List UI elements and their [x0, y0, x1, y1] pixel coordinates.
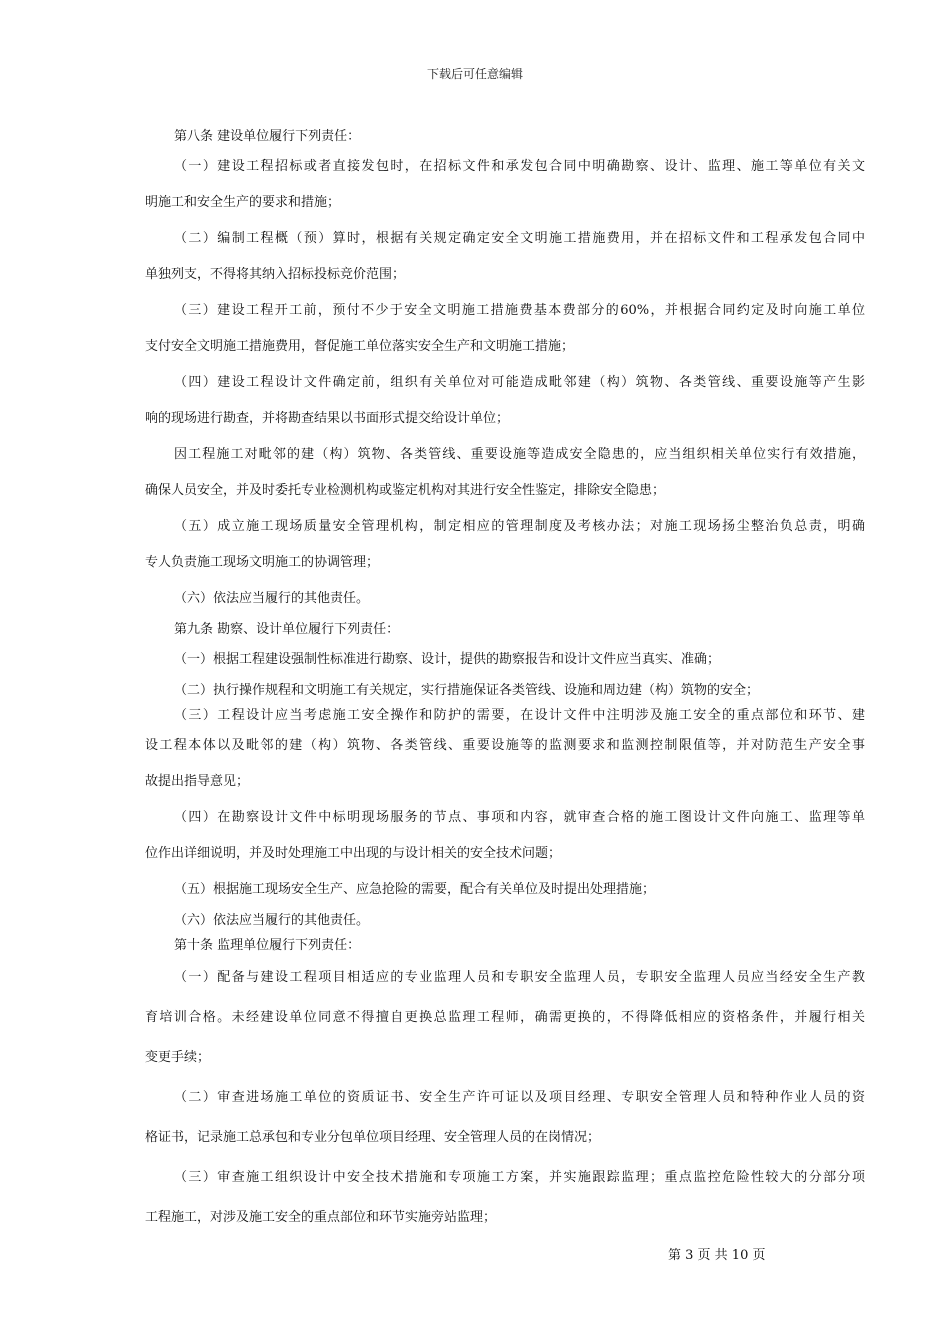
paragraph-line: 设工程本体以及毗邻的建（构）筑物、各类管线、重要设施等的监测要求和监测控制限值等，并对防范生产安全事: [145, 738, 865, 753]
paragraph-line: 位作出详细说明，并及时处理施工中出现的与设计相关的安全技术问题；: [145, 846, 562, 861]
paragraph-line: （四）建设工程设计文件确定前，组织有关单位对可能造成毗邻建（构）筑物、各类管线、重要设施等产生影: [174, 375, 865, 390]
paragraph-line: 单独列支，不得将其纳入招标投标竞价范围；: [145, 267, 406, 282]
paragraph-line: （四）在勘察设计文件中标明现场服务的节点、事项和内容，就审查合格的施工图设计文件向施工、监理等单: [174, 810, 865, 825]
paragraph-line: （六）依法应当履行的其他责任。: [174, 591, 370, 606]
paragraph-line: （三）审查施工组织设计中安全技术措施和专项施工方案，并实施跟踪监理；重点监控危险性较大的分部分项: [174, 1170, 865, 1185]
paragraph-line: （二）编制工程概（预）算时，根据有关规定确定安全文明施工措施费用，并在招标文件和工程承发包合同中: [174, 231, 865, 246]
article-9-heading: 第九条 勘察、设计单位履行下列责任：: [174, 622, 400, 637]
paragraph-line: 故提出指导意见；: [145, 774, 250, 789]
paragraph-line: 变更手续；: [145, 1050, 211, 1065]
paragraph-line: （一）建设工程招标或者直接发包时，在招标文件和承发包合同中明确勘察、设计、监理、施工等单位有关文: [174, 159, 865, 174]
paragraph-line: 支付安全文明施工措施费用，督促施工单位落实安全生产和文明施工措施；: [145, 339, 575, 354]
document-body: [145, 124, 865, 1238]
paragraph-line: （二）审查进场施工单位的资质证书、安全生产许可证以及项目经理、专职安全管理人员和特种作业人员的资: [174, 1090, 865, 1105]
paragraph-line: 专人负责施工现场文明施工的协调管理；: [145, 555, 380, 570]
page-number: 第 3 页 共 10 页: [668, 1248, 766, 1263]
paragraph-line: 育培训合格。未经建设单位同意不得擅自更换总监理工程师，确需更换的，不得降低相应的资格条件，并履行相关: [145, 1010, 865, 1025]
article-8-heading: 第八条 建设单位履行下列责任：: [174, 129, 361, 144]
paragraph-line: 响的现场进行勘查，并将勘查结果以书面形式提交给设计单位；: [145, 411, 510, 426]
paragraph-line: （六）依法应当履行的其他责任。: [174, 913, 370, 928]
paragraph-line: （三）建设工程开工前，预付不少于安全文明施工措施费基本费部分的60%，并根据合同约定及时向施工单位: [174, 303, 865, 318]
paragraph-line: 确保人员安全，并及时委托专业检测机构或鉴定机构对其进行安全性鉴定，排除安全隐患；: [145, 483, 666, 498]
paragraph-line: （一）根据工程建设强制性标准进行勘察、设计，提供的勘察报告和设计文件应当真实、准确；: [174, 652, 721, 667]
paragraph-line: （五）成立施工现场质量安全管理机构，制定相应的管理制度及考核办法；对施工现场扬尘整治负总责，明确: [174, 519, 865, 534]
paragraph-line: （二）执行操作规程和文明施工有关规定，实行措施保证各类管线、设施和周边建（构）筑物的安全；: [174, 683, 760, 698]
article-10-heading: 第十条 监理单位履行下列责任：: [174, 938, 361, 953]
paragraph-line: 因工程施工对毗邻的建（构）筑物、各类管线、重要设施等造成安全隐患的，应当组织相关单位实行有效措施，: [174, 447, 865, 462]
paragraph-line: 工程施工，对涉及施工安全的重点部位和环节实施旁站监理；: [145, 1210, 497, 1225]
paragraph-line: （五）根据施工现场安全生产、应急抢险的需要，配合有关单位及时提出处理措施；: [174, 882, 656, 897]
paragraph-line: 格证书，记录施工总承包和专业分包单位项目经理、安全管理人员的在岗情况；: [145, 1130, 601, 1145]
page-header: 下载后可任意编辑: [426, 67, 523, 81]
paragraph-line: 明施工和安全生产的要求和措施；: [145, 195, 341, 210]
paragraph-line: （三）工程设计应当考虑施工安全操作和防护的需要，在设计文件中注明涉及施工安全的重点部位和环节、建: [174, 708, 865, 723]
paragraph-line: （一）配备与建设工程项目相适应的专业监理人员和专职安全监理人员，专职安全监理人员应当经安全生产教: [174, 970, 865, 985]
